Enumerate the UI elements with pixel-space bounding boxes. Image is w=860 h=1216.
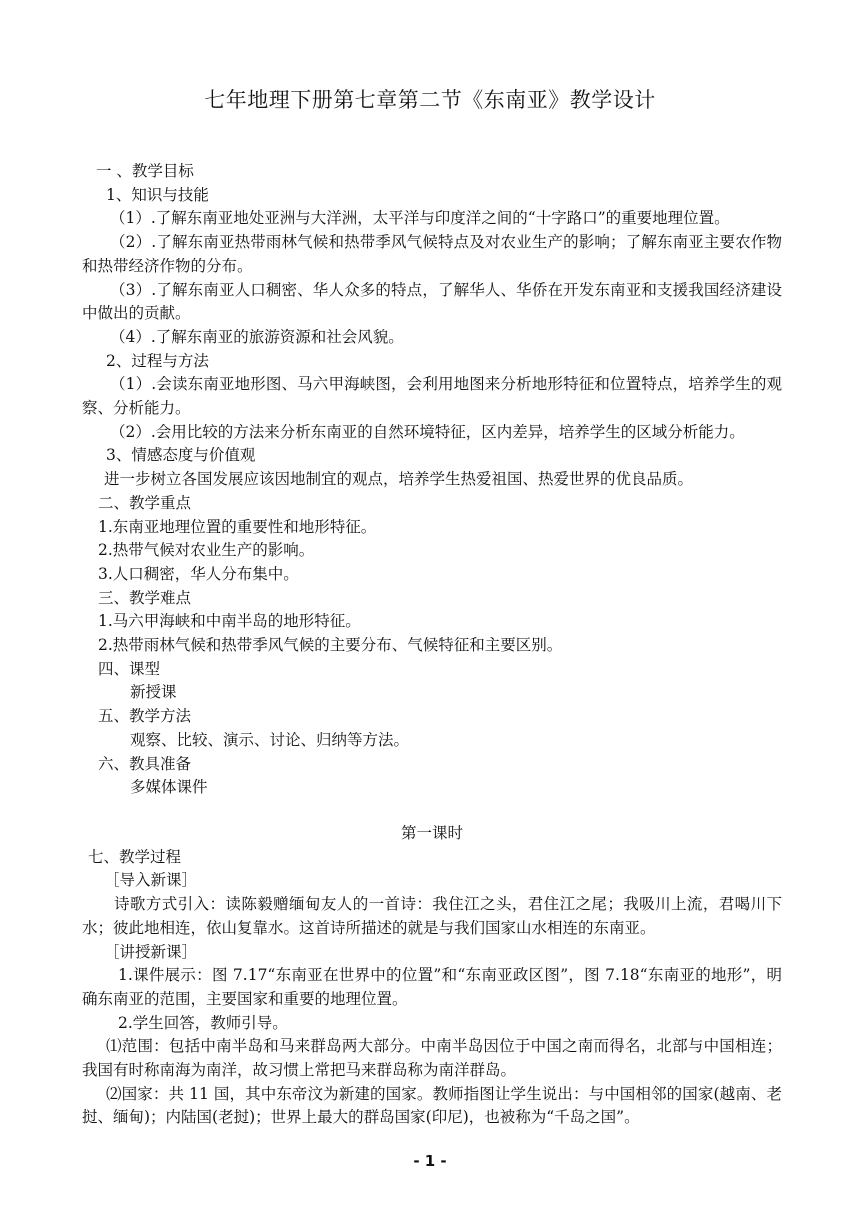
section-heading: 六、教具准备 [98, 754, 192, 773]
paragraph: 新授课 [130, 683, 177, 702]
paragraph: （1）.了解东南亚地处亚洲与大洋洲，太平洋与印度洋之间的“十字路口”的重要地理位置。 [110, 209, 730, 228]
bracket-heading: ［讲授新课］ [104, 942, 198, 961]
list-item: 1.东南亚地理位置的重要性和地形特征。 [98, 517, 377, 536]
paragraph: 观察、比较、演示、讨论、归纳等方法。 [130, 730, 410, 749]
lesson-heading: 第一课时 [400, 823, 463, 842]
paragraph: 进一步树立各国发展应该因地制宜的观点，培养学生热爱祖国、热爱世界的优良品质。 [104, 470, 694, 489]
list-item: 2.热带气候对农业生产的影响。 [98, 541, 315, 560]
list-item: 1.马六甲海峡和中南半岛的地形特征。 [98, 612, 361, 631]
subsection-heading: 2、过程与方法 [106, 351, 209, 370]
section-heading: 一 、教学目标 [96, 162, 194, 180]
list-item: 3.人口稠密，华人分布集中。 [98, 564, 299, 583]
paragraph: （4）.了解东南亚的旅游资源和社会风貌。 [110, 327, 404, 346]
paragraph: （2）.了解东南亚热带雨林气候和热带季风气候特点及对农业生产的影响；了解东南亚主要农作物和热带经济作物的分布。 [82, 233, 782, 275]
section-heading: 三、教学难点 [98, 588, 192, 607]
paragraph: ⑵国家：共 11 国，其中东帝汶为新建的国家。教师指图让学生说出：与中国相邻的国家(越南、老挝、缅甸)；内陆国(老挝)；世界上最大的群岛国家(印尼)，也被称为“千岛之国”。 [82, 1084, 782, 1127]
paragraph: 多媒体课件 [130, 778, 208, 797]
bracket-heading: ［导入新课］ [104, 871, 198, 890]
paragraph: 诗歌方式引入：读陈毅赠缅甸友人的一首诗：我住江之头，君住江之尾；我吸川上流，君喝川下水；彼此地相连，依山复靠水。这首诗所描述的就是与我们国家山水相连的东南亚。 [82, 895, 782, 937]
paragraph: 2.学生回答，教师引导。 [118, 1013, 288, 1032]
paragraph: （2）.会用比较的方法来分析东南亚的自然环境特征，区内差异，培养学生的区域分析能力。 [110, 422, 745, 441]
section-heading: 五、教学方法 [98, 707, 192, 726]
paragraph: ⑴范围：包括中南半岛和马来群岛两大部分。中南半岛因位于中国之南而得名，北部与中国相连；我国有时称南海为南洋，故习惯上常把马来群岛称为南洋群岛。 [82, 1037, 782, 1080]
document-body [82, 160, 782, 1130]
paragraph: （3）.了解东南亚人口稠密、华人众多的特点，了解华人、华侨在开发东南亚和支援我国经济建设中做出的贡献。 [82, 280, 782, 323]
document-title: 七年地理下册第七章第二节《东南亚》教学设计 [204, 88, 656, 112]
subsection-heading: 1、知识与技能 [106, 185, 209, 204]
section-heading: 二、教学重点 [98, 493, 192, 512]
section-heading: 七、教学过程 [88, 847, 182, 866]
section-heading: 四、课型 [98, 659, 161, 678]
page-number: - 1 - [413, 1152, 447, 1170]
list-item: 2.热带雨林气候和热带季风气候的主要分布、气候特征和主要区别。 [98, 636, 563, 655]
paragraph: （1）.会读东南亚地形图、马六甲海峡图，会利用地图来分析地形特征和位置特点，培养学生的观察、分析能力。 [82, 375, 782, 418]
subsection-heading: 3、情感态度与价值观 [106, 446, 256, 465]
paragraph: 1.课件展示：图 7.17“东南亚在世界中的位置”和“东南亚政区图”，图 7.18“东南亚的地形”，明确东南亚的范围，主要国家和重要的地理位置。 [82, 966, 782, 1008]
